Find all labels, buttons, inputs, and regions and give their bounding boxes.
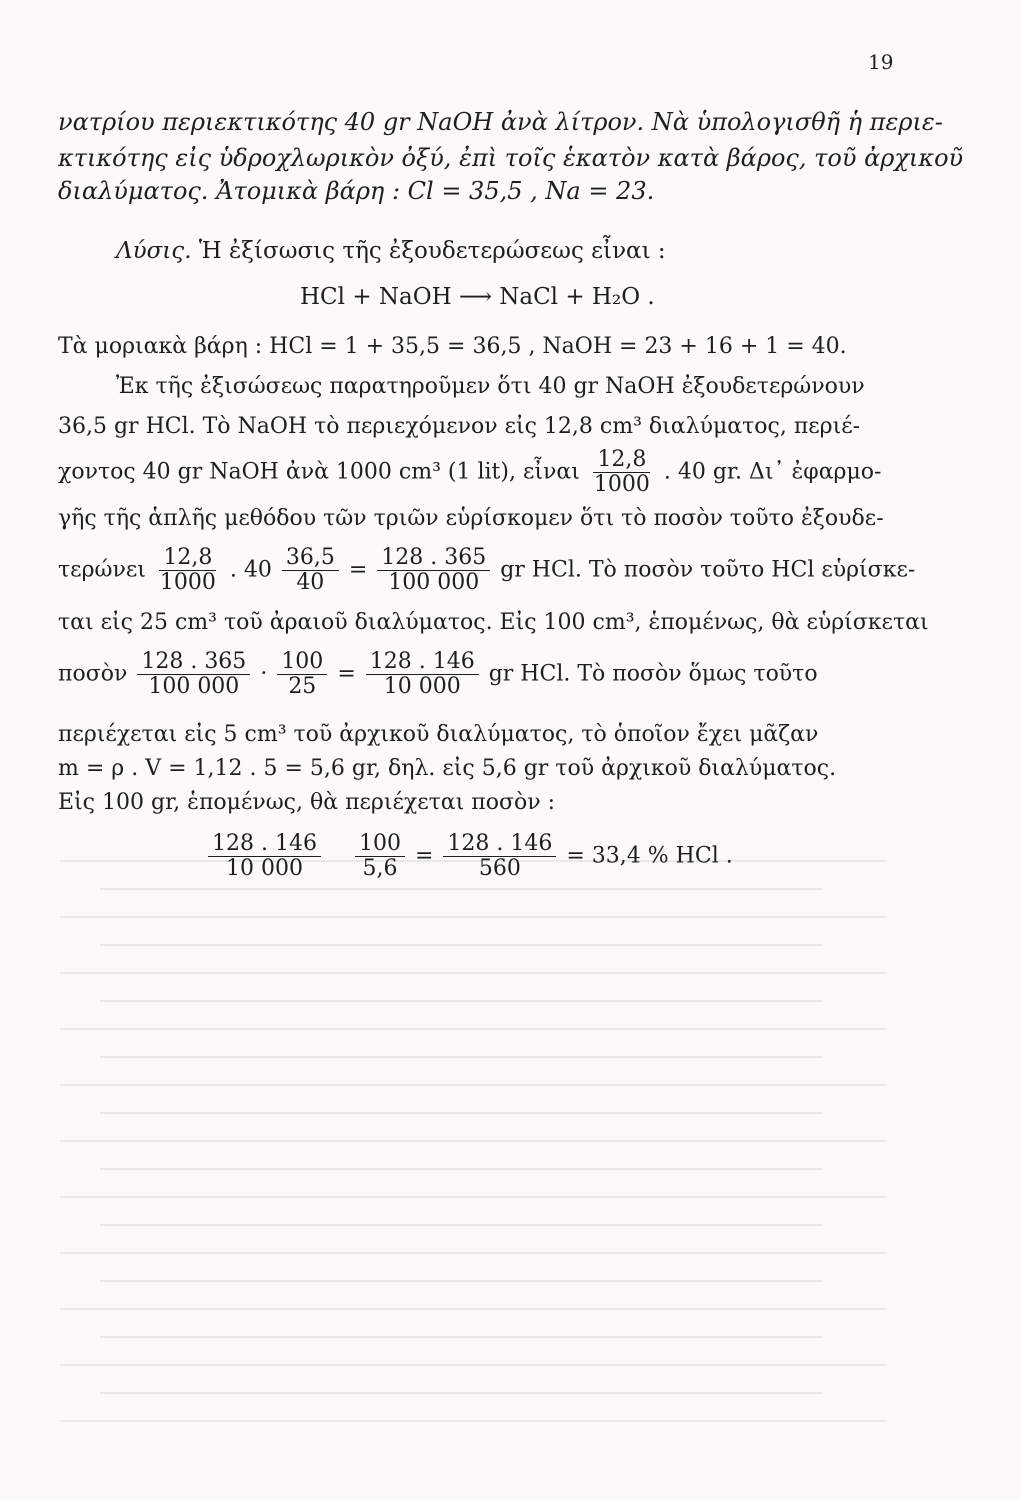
- text-line-8: 36,5 gr HCl. Τὸ NaOH τὸ περιεχόμενον εἰς 12,8 cm³ διαλύματος, περιέ-: [58, 414, 861, 439]
- fraction-numerator: 12,8: [593, 448, 650, 473]
- final-result: = 33,4 % HCl .: [566, 843, 733, 869]
- line13-equals: =: [337, 661, 356, 687]
- fraction: [156, 546, 220, 595]
- text-line-15: m = ρ . V = 1,12 . 5 = 5,6 gr, δηλ. εἰς 5,6 gr τοῦ ἀρχικοῦ διαλύματος.: [58, 756, 837, 781]
- fraction-denominator: 100 000: [148, 674, 240, 700]
- fraction-denominator: 1000: [159, 570, 216, 596]
- text-line-12: ται εἰς 25 cm³ τοῦ ἀραιοῦ διαλύματος. Εἰς 100 cm³, ἑπομένως, θὰ εὑρίσκεται: [58, 610, 929, 635]
- fraction: [282, 546, 339, 595]
- fraction-denominator: 1000: [593, 472, 650, 498]
- text-line-16: Εἰς 100 gr, ἑπομένως, θὰ περιέχεται ποσὸν :: [58, 790, 556, 815]
- fraction-denominator: 25: [288, 674, 317, 700]
- text-line-13: [58, 650, 818, 699]
- fraction-numerator: 128 . 146: [366, 650, 479, 675]
- fraction-denominator: 40: [296, 570, 325, 596]
- solution-text: Ἡ ἐξίσωσις τῆς ἐξουδετερώσεως εἶναι :: [198, 238, 666, 264]
- line13-text-a: ποσὸν: [58, 661, 128, 687]
- fraction-denominator: 560: [478, 856, 521, 882]
- final-equals: =: [414, 843, 434, 869]
- line9-text-a: χοντος 40 gr NaOH ἀνὰ 1000 cm³ (1 lit), εἶναι: [58, 459, 580, 485]
- fraction: [366, 650, 479, 699]
- text-line-2: κτικότης εἰς ὑδροχλωρικὸν ὀξύ, ἐπὶ τοῖς ἑκατὸν κατὰ βάρος, τοῦ ἀρχικοῦ: [58, 144, 964, 172]
- text-line-7: Ἐκ τῆς ἐξισώσεως παρατηροῦμεν ὅτι 40 gr NaOH ἐξουδετερώνουν: [116, 374, 865, 399]
- line11-equals: =: [348, 557, 368, 583]
- solution-line: [116, 238, 666, 264]
- text-line-10: γῆς τῆς ἁπλῆς μεθόδου τῶν τριῶν εὑρίσκομεν ὅτι τὸ ποσὸν τοῦτο ἐξουδε-: [58, 506, 884, 531]
- fraction-numerator: 128 . 365: [377, 546, 490, 571]
- fraction-12-8-over-1000: [590, 448, 654, 497]
- fraction-numerator: 128 . 146: [208, 832, 321, 857]
- line9-text-b: . 40 gr. Δι᾽ ἐφαρμο-: [663, 459, 882, 485]
- line13-text-d: gr HCl. Τὸ ποσὸν ὅμως τοῦτο: [488, 661, 818, 687]
- fraction-numerator: 100: [277, 650, 327, 675]
- line11-text-d: gr HCl. Τὸ ποσὸν τοῦτο HCl εὑρίσκε-: [500, 557, 916, 583]
- text-line-3: διαλύματος. Ἀτομικὰ βάρη : Cl = 35,5 , Na = 23.: [58, 177, 655, 205]
- fraction-denominator: 100 000: [388, 570, 480, 596]
- reaction-equation: HCl + NaOH ⟶ NaCl + H₂O .: [300, 284, 655, 310]
- fraction-denominator: 10 000: [383, 674, 461, 700]
- text-line-14: περιέχεται εἰς 5 cm³ τοῦ ἀρχικοῦ διαλύματος, τὸ ὁποῖον ἔχει μᾶζαν: [58, 722, 819, 747]
- fraction-numerator: 128 . 146: [443, 832, 556, 857]
- text-line-9: [58, 448, 881, 497]
- line13-dot: ·: [260, 661, 268, 687]
- bleed-through-shadow: [60, 860, 940, 1460]
- fraction-denominator: 5,6: [362, 856, 398, 882]
- fraction-numerator: 12,8: [159, 546, 216, 571]
- fraction: [277, 650, 327, 699]
- fraction-denominator: 10 000: [225, 856, 303, 882]
- solution-label: Λύσις.: [116, 238, 192, 264]
- page-number: 19: [868, 50, 894, 74]
- fraction-numerator: 128 . 365: [137, 650, 250, 675]
- line11-text-a: τερώνει: [58, 557, 146, 583]
- fraction-numerator: 100: [355, 832, 405, 857]
- text-line-1: νατρίου περιεκτικότης 40 gr NaOH ἀνὰ λίτρον. Νὰ ὑπολογισθῆ ἡ περιε-: [58, 108, 943, 136]
- line11-text-b: . 40: [229, 557, 272, 583]
- fraction: [137, 650, 250, 699]
- text-line-6: Τὰ μοριακὰ βάρη : HCl = 1 + 35,5 = 36,5 , NaOH = 23 + 16 + 1 = 40.: [58, 334, 847, 359]
- text-line-11: [58, 546, 915, 595]
- fraction-numerator: 36,5: [282, 546, 339, 571]
- fraction: [377, 546, 490, 595]
